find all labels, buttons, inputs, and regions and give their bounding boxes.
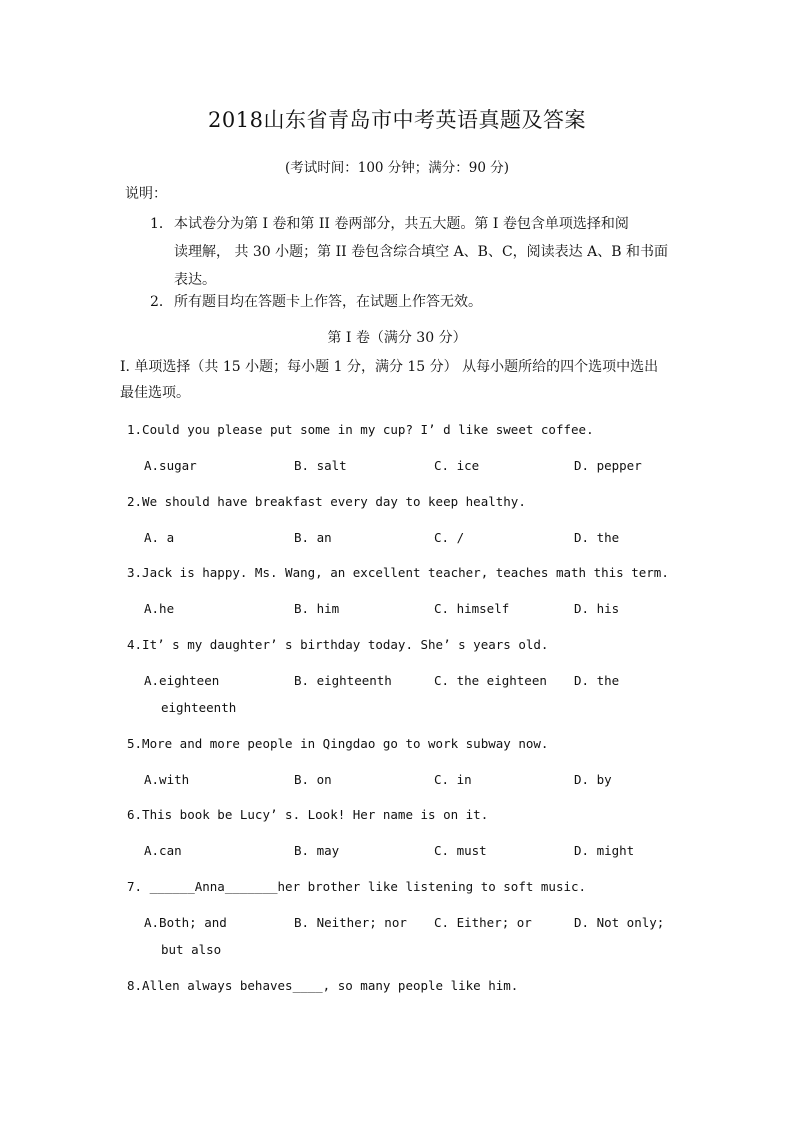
note-line: 本试卷分为第 I 卷和第 II 卷两部分，共五大题。第 I 卷包含单项选择和阅	[174, 216, 629, 232]
part-instructions	[120, 354, 680, 406]
note-number: 1．	[150, 216, 173, 232]
option-b: B. salt	[294, 458, 347, 473]
question-6: 6.This book be Lucy’ s. Look! Her name is on it.	[127, 807, 489, 822]
document-title: 2018山东省青岛市中考英语真题及答案	[208, 108, 586, 132]
option-c: C. in	[434, 772, 472, 787]
option-b: B. him	[294, 601, 340, 616]
note-item-2	[150, 288, 680, 316]
option-a: A.he	[144, 601, 175, 616]
note-number: 2．	[150, 294, 173, 310]
option-d: D. the	[574, 530, 620, 545]
question-5: 5.More and more people in Qingdao go to work subway now.	[127, 736, 549, 751]
option-a: A.Both; and	[144, 915, 227, 930]
note-line: 所有题目均在答题卡上作答，在试题上作答无效。	[174, 294, 482, 310]
note-line: 读理解， 共 30 小题；第 II 卷包含综合填空 A、B、C，阅读表达 A、B 和书面	[174, 244, 668, 260]
option-b: B. on	[294, 772, 332, 787]
option-a: A.with	[144, 772, 190, 787]
option-c: C. Either; or	[434, 915, 532, 930]
question-3: 3.Jack is happy. Ms. Wang, an excellent teacher, teaches math this term.	[127, 565, 669, 580]
note-item-1	[150, 210, 680, 294]
question-2: 2.We should have breakfast every day to keep healthy.	[127, 494, 526, 509]
option-wrap-text: but also	[161, 942, 222, 957]
question-7: 7. ______Anna_______her brother like listening to soft music.	[127, 879, 587, 894]
option-b: B. may	[294, 843, 340, 858]
option-wrap-text: eighteenth	[161, 700, 237, 715]
option-c: C. must	[434, 843, 487, 858]
option-b: B. Neither; nor	[294, 915, 407, 930]
exam-info: (考试时间：100 分钟；满分：90 分)	[284, 160, 510, 176]
option-b: B. an	[294, 530, 332, 545]
section-title: 第 I 卷（满分 30 分）	[327, 330, 467, 346]
part-instructions-line: I. 单项选择（共 15 小题；每小题 1 分，满分 15 分） 从每小题所给的四个选项中选出	[120, 359, 659, 375]
question-8: 8.Allen always behaves____, so many people like him.	[127, 978, 519, 993]
option-c: C. ice	[434, 458, 480, 473]
question-4: 4.It’ s my daughter’ s birthday today. She’ s years old.	[127, 637, 549, 652]
option-d: D. by	[574, 772, 612, 787]
question-1: 1.Could you please put some in my cup? I’ d like sweet coffee.	[127, 422, 594, 437]
option-d: D. his	[574, 601, 620, 616]
option-d: D. the	[574, 673, 620, 688]
option-a: A.sugar	[144, 458, 197, 473]
notes-label: 说明：	[125, 186, 167, 202]
option-a: A.can	[144, 843, 182, 858]
option-a: A. a	[144, 530, 175, 545]
option-b: B. eighteenth	[294, 673, 392, 688]
part-instructions-line: 最佳选项。	[120, 385, 190, 401]
option-a: A.eighteen	[144, 673, 220, 688]
option-c: C. the eighteen	[434, 673, 547, 688]
option-d: D. pepper	[574, 458, 642, 473]
option-c: C. /	[434, 530, 465, 545]
option-c: C. himself	[434, 601, 510, 616]
option-d: D. might	[574, 843, 635, 858]
option-d: D. Not only;	[574, 915, 665, 930]
note-line: 表达。	[174, 272, 216, 288]
